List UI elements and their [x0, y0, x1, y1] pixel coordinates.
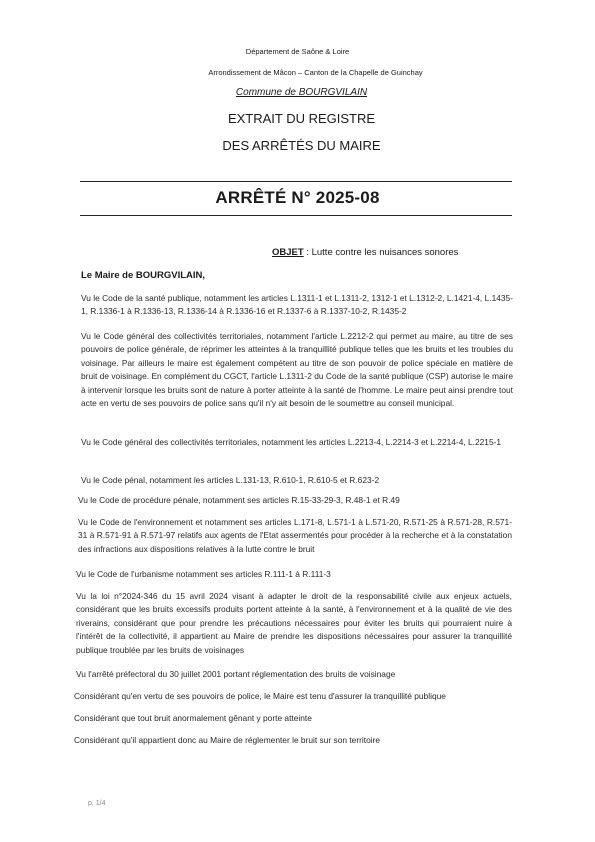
paragraph-vu-arrete-prefectoral: Vu l'arrêté préfectoral du 30 juillet 2001 portant réglementation des bruits de voisinage — [76, 669, 396, 679]
objet-line — [272, 247, 458, 258]
paragraph-vu-loi-2024: Vu la loi n°2024-346 du 15 avril 2024 visant à adapter le droit de la responsabilité civile aux enjeux actuels, considérant que les bruits excessifs produits portent atteinte à la santé, à l'environnement et à la qualité de vie des riverains, considérant que pour prendre les précautions nécessaires pour éviter les bruits qui pourraient nuire à l'intérêt de la collectivité, il appartient au Maire de prendre les dispositions nécessaires pour assurer la tranquillité publique troublée par les bruits de voisinages — [76, 591, 512, 655]
header-extrait: EXTRAIT DU REGISTRE — [227, 111, 376, 126]
paragraph-vu-procedure-penale: Vu le Code de procédure pénale, notamment ses articles R.15-33-29-3, R.48-1 et R.49 — [78, 495, 400, 505]
arrete-title: ARRÊTÉ N° 2025-08 — [215, 188, 380, 207]
paragraph-vu-cgct-2212: Vu le Code général des collectivités territoriales, notamment l'article L.2212-2 qui permet au maire, au titre de ses pouvoirs de police générale, de réprimer les atteintes à la tranquillité publique telles que les bruits et les troubles du voisinage. Par ailleurs le maire est également compétent au titre de son pouvoir de police spéciale en matière de bruit de voisinage. En complément du CGCT, l'article L.1311-2 du Code de la santé publique (CSP) autorise le maire à intervenir lorsque les bruits sont de nature à porter atteinte à la santé de l'homme. Le maire peut ainsi prendre tout acte en vertu de ses pouvoirs de police sans qu'il n'y ait besoin de le soumettre au conseil municipal. — [81, 331, 513, 409]
header-commune: Commune de BOURGVILAIN — [235, 87, 368, 98]
header-departement: Département de Saône & Loire — [245, 47, 350, 56]
paragraph-considerant-pouvoirs: Considérant qu'en vertu de ses pouvoirs de police, le Maire est tenu d'assurer la tranquillité publique — [74, 691, 446, 701]
header-des-arretes: DES ARRÊTÉS DU MAIRE — [222, 138, 381, 153]
paragraph-considerant-bruit-genant: Considérant que tout bruit anormalement gênant y porte atteinte — [74, 713, 312, 723]
title-rule-top — [80, 181, 512, 182]
maire-heading: Le Maire de BOURGVILAIN, — [81, 270, 206, 281]
paragraph-vu-code-urbanisme: Vu le Code de l'urbanisme notamment ses articles R.111-1 à R.111-3 — [76, 569, 331, 579]
title-rule-bottom — [80, 215, 512, 216]
paragraph-vu-code-environnement: Vu le Code de l'environnement et notamment ses articles L.171-8, L.571-1 à L.571-20, R.571-25 à R.571-28, R.571-31 à R.571-91 à R.571-97 relatifs aux agents de l'Etat assermentés pour procéder à la recherche et à la constatation des infractions aux dispositions relatives à la lutte contre le bruit — [78, 517, 512, 554]
page-number: p. 1/4 — [88, 800, 106, 807]
paragraph-considerant-reglementer: Considérant qu'il appartient donc au Maire de réglementer le bruit sur son territoire — [74, 735, 381, 745]
paragraph-vu-cgct-2213: Vu le Code général des collectivités territoriales, notamment les articles L.2213-4, L.2214-3 et L.2214-4, L.2215-1 — [81, 437, 502, 447]
header-arrondissement: Arrondissement de Mâcon – Canton de la Chapelle de Guinchay — [208, 68, 423, 77]
paragraph-vu-code-sante: Vu le Code de la santé publique, notamment les articles L.1311-1 et L.1311-2, 1312-1 et L.1312-2, L.1421-4, L.1435-1, R.1336-1 à R.1336-13, R.1336-14 à R.1336-16 et R.1337-6 à R.1337-10-2, R.1435-2 — [81, 293, 513, 317]
objet-text: : Lutte contre les nuisances sonores — [303, 247, 459, 258]
paragraph-vu-code-penal: Vu le Code pénal, notamment les articles L.131-13, R.610-1, R.610-5 et R.623-2 — [81, 475, 380, 485]
objet-label: OBJET — [272, 247, 304, 258]
